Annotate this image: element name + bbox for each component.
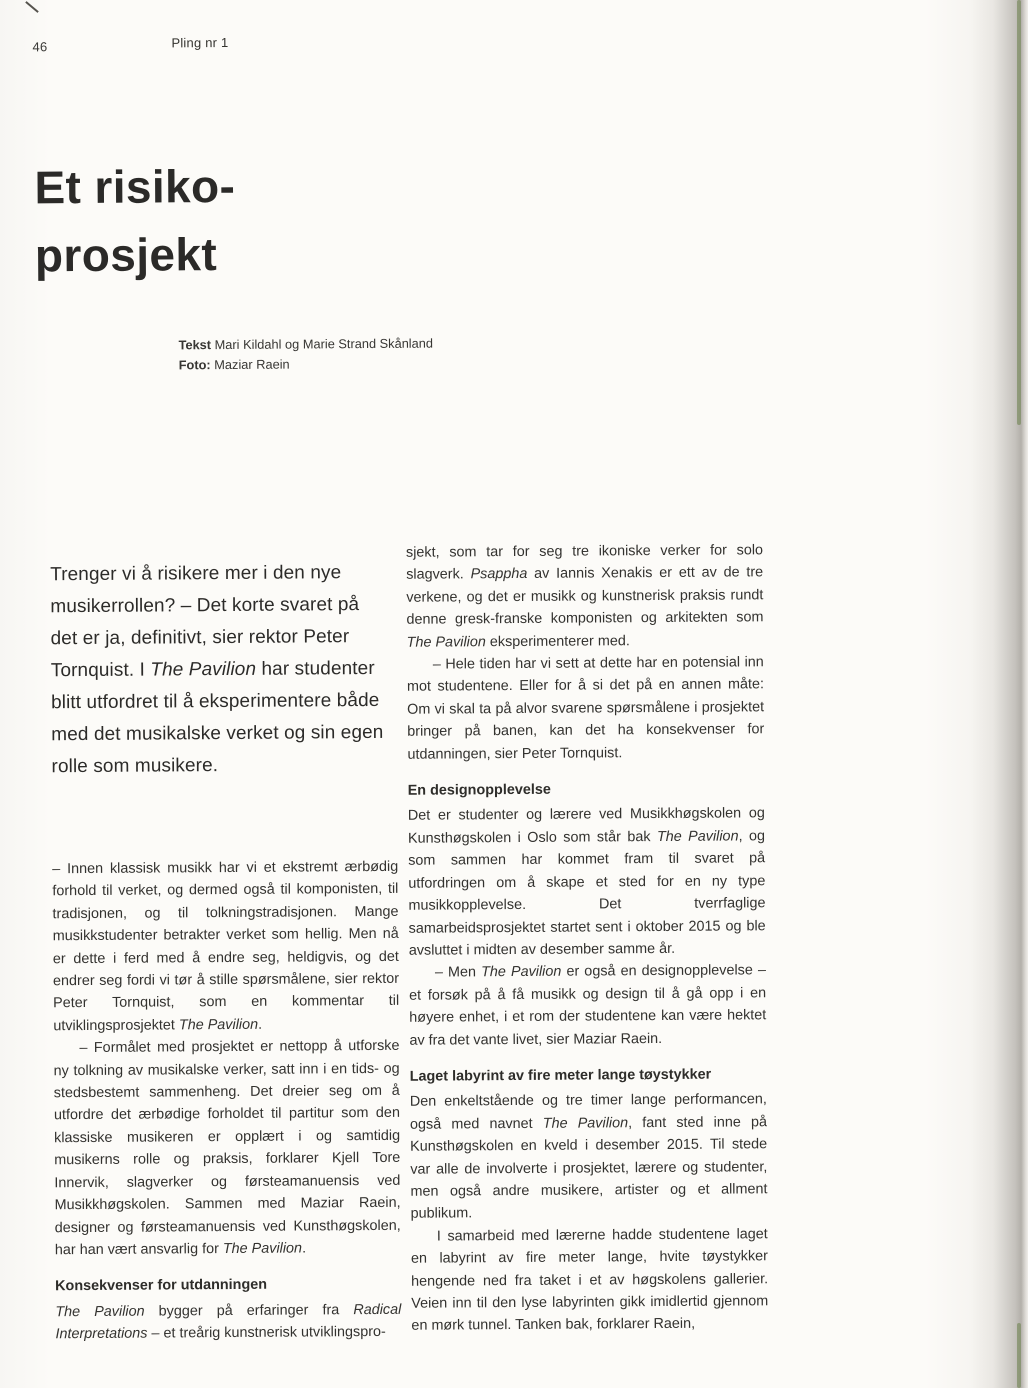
byline-text-credit [178, 334, 433, 355]
paragraph-right-3: Det er studenter og lærere ved Musikkhøgskolen og Kunsthøgskolen i Oslo som står bak The Pavilion, og som sammen har kommet fram til svaret på utfordringen om å skape et sted for en ny type musikkopplevelse. Det tverrfaglige samarbeidsprosjektet startet sent i oktober 2015 og ble avsluttet i midten av desember samme år. [407, 805, 766, 959]
paragraph-left-3: The Pavilion bygger på erfaringer fra Radical Interpretations – et treårig kunstnerisk utviklingspro- [55, 1301, 402, 1343]
byline-text-value: Mari Kildahl og Marie Strand Skånland [214, 335, 434, 353]
right-column-body [406, 539, 769, 1337]
magazine-title: Pling nr 1 [171, 34, 229, 51]
byline-photo-label: Foto: [178, 356, 211, 372]
subheading-konsekvenser: Konsekvenser for utdanningen [55, 1277, 268, 1295]
page-edge-green-strip-bottom [1017, 1323, 1021, 1388]
paragraph-right-4: – Men The Pavilion er også en designopplevelse – et forsøk på å få musikk og design til å gå opp i en høyere enhet, i et rom der studentene kan være hektet av fra det vante livet, sier Maziar Raein. [409, 962, 767, 1049]
paragraph-right-6: I samarbeid med lærerne hadde studentene laget en labyrint av fire meter lange, hvite tøystykker hengende ned fra taket i et av høgskolens gallerier. Veien inn til den lyse labyrinten gikk imidlertid gjennom en mørk tunnel. Tanken bak, forklarer Raein, [410, 1226, 769, 1335]
page-number: 46 [32, 39, 48, 55]
left-column-body [52, 856, 401, 1346]
byline-photo-value: Maziar Raein [214, 356, 290, 372]
subheading-designopplevelse: En designopplevelse [407, 781, 551, 799]
paragraph-right-5: Den enkeltstående og tre timer lange performancen, også med navnet The Pavilion, fant sted inne på Kunsthøgskolen en kveld i desember 2015. Til stede var alle de involverte i prosjektet, lærere og studenter, men også andre musikere, artister og et allment publikum. [409, 1091, 768, 1223]
paragraph-left-2: – Formålet med prosjektet er nettopp å utforske ny tolkning av musikalske verker, satt inn i en tids- og stedsbestemt sammenheng. Det dreier seg om å utfordre det ærbødige forholdet til partitur som den klassiske musikeren er opplært i og samtidig musikerns rolle og praksis, forklarer Kjell Tore Innervik, slagverker og førsteamanuensis ved Musikkhøgskolen. Sammen med Maziar Raein, designer og førsteamanuensis ved Kunsthøgskolen, har han vært ansvarlig for The Pavilion. [53, 1038, 401, 1259]
paragraph-left-1: – Innen klassisk musikk har vi et ekstremt ærbødig forhold til verket, og dermed også til komponisten, til tradisjonen, og til tolkningstradisjonen. Mange musikkstudenter betrakter verket som hellig. Men nå er dette i ferd med å endre seg, heldigvis, og det endrer seg fordi vi tør å stille spørsmålene, sier rektor Peter Tornquist, som en kommentar til utviklingsprosjektet The Pavilion. [52, 858, 400, 1035]
article-title-line-2: prosjekt [34, 228, 218, 282]
byline-photo-credit [179, 353, 434, 374]
byline [178, 334, 433, 375]
lede-paragraph: Trenger vi å risikere mer i den nye musikerrollen? – Det korte svaret på det er ja, definitivt, sier rektor Peter Tornquist. I The Pavilion har studenter blitt utfordret til å eksperimentere både med det musikalske verket og sin egen rolle som musikere. [50, 562, 384, 778]
article-title [34, 152, 236, 289]
paragraph-right-1: sjekt, som tar for seg tre ikoniske verker for solo slagverk. Psappha av Iannis Xenakis er ett av de tre verkene, og det er musikk og kunstnerisk praksis rundt denne gresk-franske komponisten og arkitekten som The Pavilion eksperimenterer med. [405, 542, 764, 651]
page-edge-green-strip-top [1017, 0, 1021, 425]
byline-text-label: Tekst [178, 337, 212, 353]
subheading-labyrint: Laget labyrint av fire meter lange tøystykker [409, 1066, 712, 1085]
paragraph-right-2: – Hele tiden har vi sett at dette har en potensial inn mot studentene. Eller for å si det på en annen måte: Om vi skal ta på alvor svarene spørsmålene i prosjektet bringer på banen, kan det ha konsekvenser for utdanningen, sier Peter Tornquist. [406, 654, 765, 763]
article-title-line-1: Et risiko- [34, 159, 236, 214]
